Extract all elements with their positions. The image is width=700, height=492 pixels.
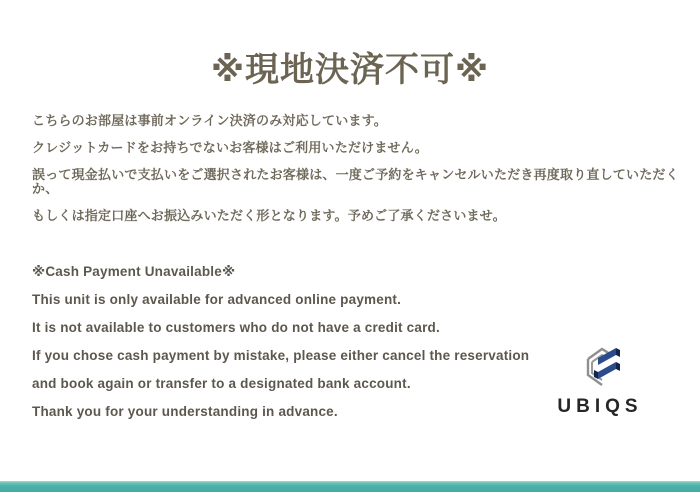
japanese-paragraph-line: もしくは指定口座へお振込みいただく形となります。予めご了承くださいませ。 <box>32 208 506 223</box>
japanese-paragraph-line: 誤って現金払いで支払いをご選択されたお客様は、一度ご予約をキャンセルいただき再度取り直していただくか、 <box>32 167 679 196</box>
ubiqs-logo-text: UBIQS <box>557 396 643 417</box>
bottom-accent-bar <box>0 481 700 492</box>
english-paragraph-line: Thank you for your understanding in advance. <box>32 404 338 419</box>
japanese-paragraph-line: クレジットカードをお持ちでないお客様はご利用いただけません。 <box>32 140 428 155</box>
english-paragraph-line: If you chose cash payment by mistake, please either cancel the reservation <box>32 348 530 363</box>
english-paragraph-line: and book again or transfer to a designated bank account. <box>32 376 411 391</box>
japanese-paragraph-line: こちらのお部屋は事前オンライン決済のみ対応しています。 <box>32 113 387 128</box>
ubiqs-cube-logo-icon <box>583 344 623 390</box>
ubiqs-logo <box>550 344 650 418</box>
english-section-heading: ※Cash Payment Unavailable※ <box>32 264 236 279</box>
english-paragraph-line: This unit is only available for advanced online payment. <box>32 292 402 307</box>
page-title: ※現地決済不可※ <box>210 51 490 89</box>
english-paragraph-line: It is not available to customers who do not have a credit card. <box>32 320 440 335</box>
